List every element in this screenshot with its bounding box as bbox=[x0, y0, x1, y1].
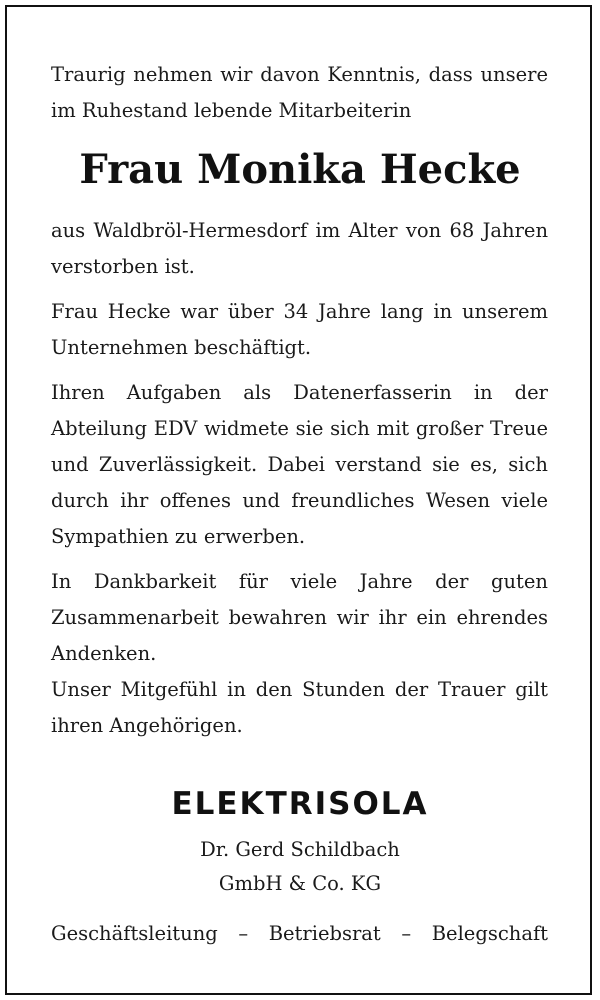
signatories bbox=[51, 916, 548, 952]
paragraph-condolence: Unser Mitgefühl in den Stunden der Trauer gilt ihren Angehörigen. bbox=[51, 678, 548, 737]
paragraph-tenure: Frau Hecke war über 34 Jahre lang in unserem Unternehmen beschäftigt. bbox=[51, 300, 548, 359]
deceased-name: Frau Monika Hecke bbox=[79, 146, 521, 193]
paragraph-duties: Ihren Aufgaben als Datenerfasserin in der Abteilung EDV widmete sie sich mit großer Treue und Zuverlässigkeit. Dabei verstand sie es, sich durch ihr offenes und freundliches Wesen viele Sympathien zu erwerben. bbox=[51, 381, 548, 548]
company-logo: ELEKTRISOLA bbox=[171, 786, 429, 822]
separator-dash: – bbox=[238, 922, 249, 945]
signatory-works-council: Betriebsrat bbox=[268, 922, 381, 945]
company-name-line1: Dr. Gerd Schildbach bbox=[200, 838, 400, 861]
signatory-management: Geschäftsleitung bbox=[51, 922, 218, 945]
paragraph-age: aus Waldbröl-Hermesdorf im Alter von 68 Jahren verstorben ist. bbox=[51, 219, 548, 278]
signatory-staff: Belegschaft bbox=[431, 922, 548, 945]
intro-text: Traurig nehmen wir davon Kenntnis, dass unsere im Ruhestand lebende Mitarbeiterin bbox=[51, 63, 548, 122]
paragraph-gratitude: In Dankbarkeit für viele Jahre der guten Zusammenarbeit bewahren wir ihr ein ehrendes Andenken. bbox=[51, 570, 548, 665]
company-name-line2: GmbH & Co. KG bbox=[218, 872, 382, 895]
separator-dash: – bbox=[401, 922, 412, 945]
